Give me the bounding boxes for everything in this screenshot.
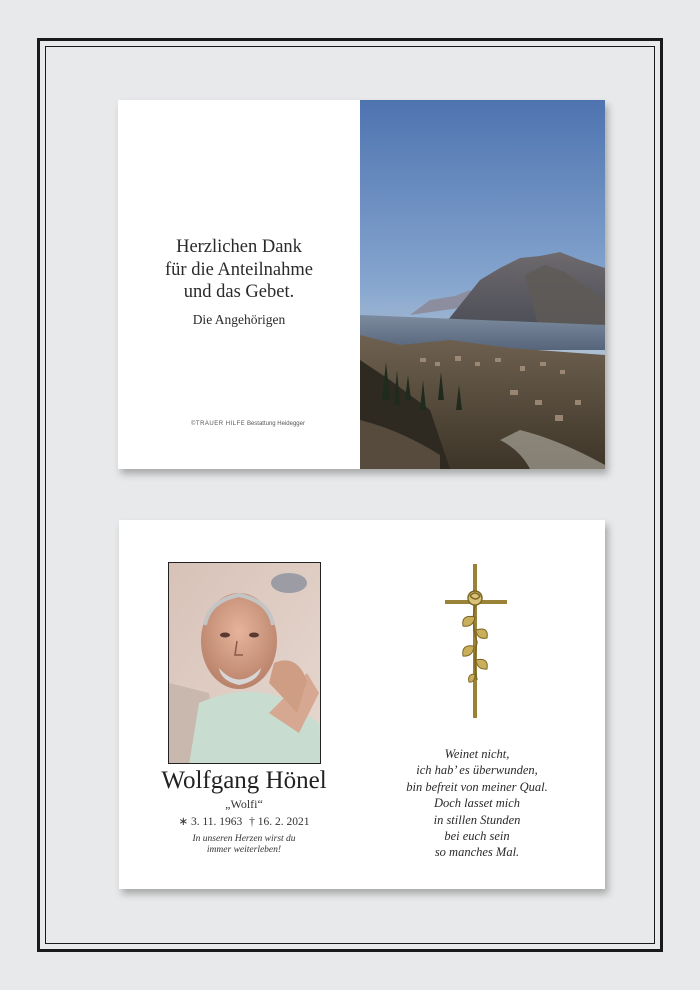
thanks-line-1: Herzlichen Dank (176, 237, 302, 257)
portrait-illustration (169, 563, 321, 764)
poem-line-3: bin befreit von meiner Qual. (406, 779, 548, 794)
thanks-line-2: für die Anteilnahme (165, 259, 313, 280)
family-signature: Die Angehörigen (192, 311, 286, 327)
motto-line-1: In unseren Herzen wirst du (192, 834, 296, 844)
poem-line-5: in stillen Stunden (433, 812, 521, 827)
credit-text: Bestattung Heidegger (246, 421, 305, 427)
landscape-photo (360, 100, 605, 469)
nickname: „Wolfi“ (225, 797, 263, 811)
credit-brand: ©TRAUER HILFE (191, 421, 246, 427)
life-dates (119, 814, 369, 828)
thanks-line-3: und das Gebet. (183, 282, 295, 302)
poem-line-6: bei euch sein (444, 829, 510, 844)
poem (369, 746, 585, 861)
thank-you-text (118, 236, 360, 328)
poem-line-2: ich hab’ es überwunden, (416, 763, 538, 778)
portrait-photo (168, 562, 321, 764)
poem-line-7: so manches Mal. (434, 845, 520, 860)
death-date: † 16. 2. 2021 (249, 816, 310, 828)
memorial-motto (119, 834, 369, 856)
poem-line-1: Weinet nicht, (444, 747, 510, 761)
memorial-card (119, 520, 605, 889)
thank-you-card (118, 100, 605, 469)
lake-mountain-photo (360, 100, 605, 469)
deceased-name: Wolfgang Hönel (161, 767, 327, 794)
birth-date: ∗ 3. 11. 1963 (178, 816, 243, 828)
poem-line-4: Doch lasset mich (433, 796, 521, 811)
publisher-credit (191, 421, 305, 427)
motto-line-2: immer weiterleben! (206, 845, 282, 855)
cross-with-rose-icon (443, 562, 509, 722)
